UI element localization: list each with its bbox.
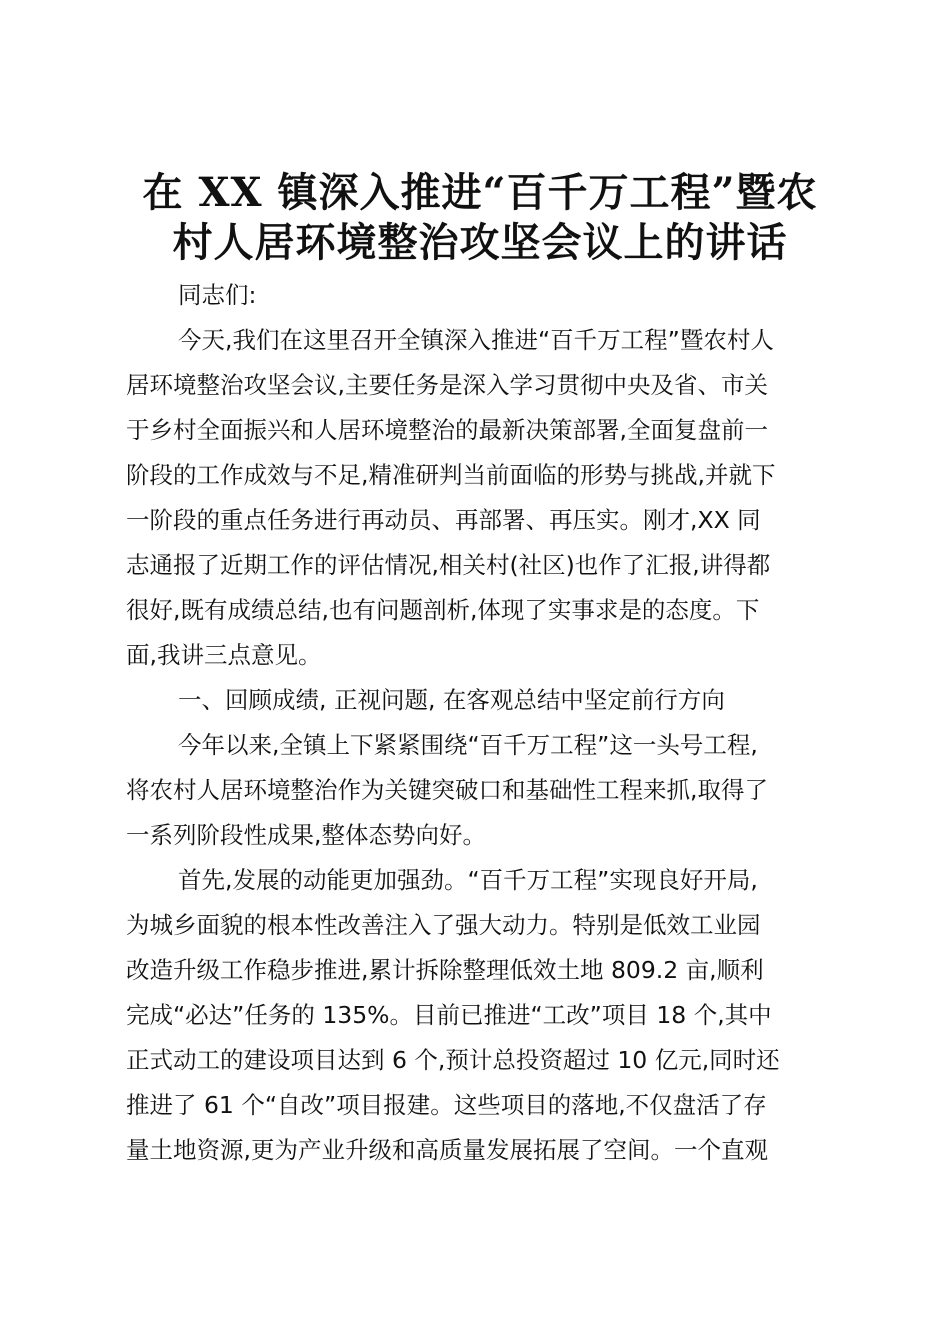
paragraph-line: 今年以来,全镇上下紧紧围绕“百千万工程”这一头号工程, — [178, 731, 758, 759]
section-heading-1: 一、回顾成绩, 正视问题, 在客观总结中坚定前行方向 — [178, 686, 725, 714]
paragraph-line: 于乡村全面振兴和人居环境整治的最新决策部署,全面复盘前一 — [126, 416, 768, 444]
paragraph-line: 正式动工的建设项目达到 6 个,预计总投资超过 10 亿元,同时还 — [126, 1046, 780, 1074]
paragraph-line: 量土地资源,更为产业升级和高质量发展拓展了空间。一个直观 — [126, 1136, 768, 1164]
paragraph-line: 一系列阶段性成果,整体态势向好。 — [126, 821, 486, 849]
paragraph-line: 为城乡面貌的根本性改善注入了强大动力。特别是低效工业园 — [126, 911, 761, 939]
paragraph-line: 首先,发展的动能更加强劲。“百千万工程”实现良好开局, — [178, 866, 758, 894]
paragraph-achievements — [126, 723, 834, 858]
paragraph-line: 完成“必达”任务的 135%。目前已推进“工改”项目 18 个,其中 — [126, 1001, 772, 1029]
salutation: 同志们: — [178, 281, 257, 309]
document-title-line-2: 村人居环境整治攻坚会议上的讲话 — [172, 219, 788, 266]
paragraph-line: 居环境整治攻坚会议,主要任务是深入学习贯彻中央及省、市关 — [126, 371, 768, 399]
paragraph-line: 面,我讲三点意见。 — [126, 641, 322, 669]
paragraph-line: 很好,既有成绩总结,也有问题剖析,体现了实事求是的态度。下 — [126, 596, 760, 624]
paragraph-line: 将农村人居环境整治作为关键突破口和基础性工程来抓,取得了 — [126, 776, 768, 804]
paragraph-line: 推进了 61 个“自改”项目报建。这些项目的落地,不仅盘活了存 — [126, 1091, 767, 1119]
document-title-line-1: 在 XX 镇深入推进“百千万工程”暨农 — [142, 169, 818, 216]
paragraph-line: 志通报了近期工作的评估情况,相关村(社区)也作了汇报,讲得都 — [126, 551, 771, 579]
paragraph-line: 今天,我们在这里召开全镇深入推进“百千万工程”暨农村人 — [178, 326, 774, 354]
paragraph-line: 改造升级工作稳步推进,累计拆除整理低效土地 809.2 亩,顺利 — [126, 956, 764, 984]
paragraph-line: 阶段的工作成效与不足,精准研判当前面临的形势与挑战,并就下 — [126, 461, 776, 489]
paragraph-momentum — [126, 858, 834, 1173]
paragraph-intro — [126, 318, 834, 678]
paragraph-line: 一阶段的重点任务进行再动员、再部署、再压实。刚才,XX 同 — [126, 506, 761, 534]
